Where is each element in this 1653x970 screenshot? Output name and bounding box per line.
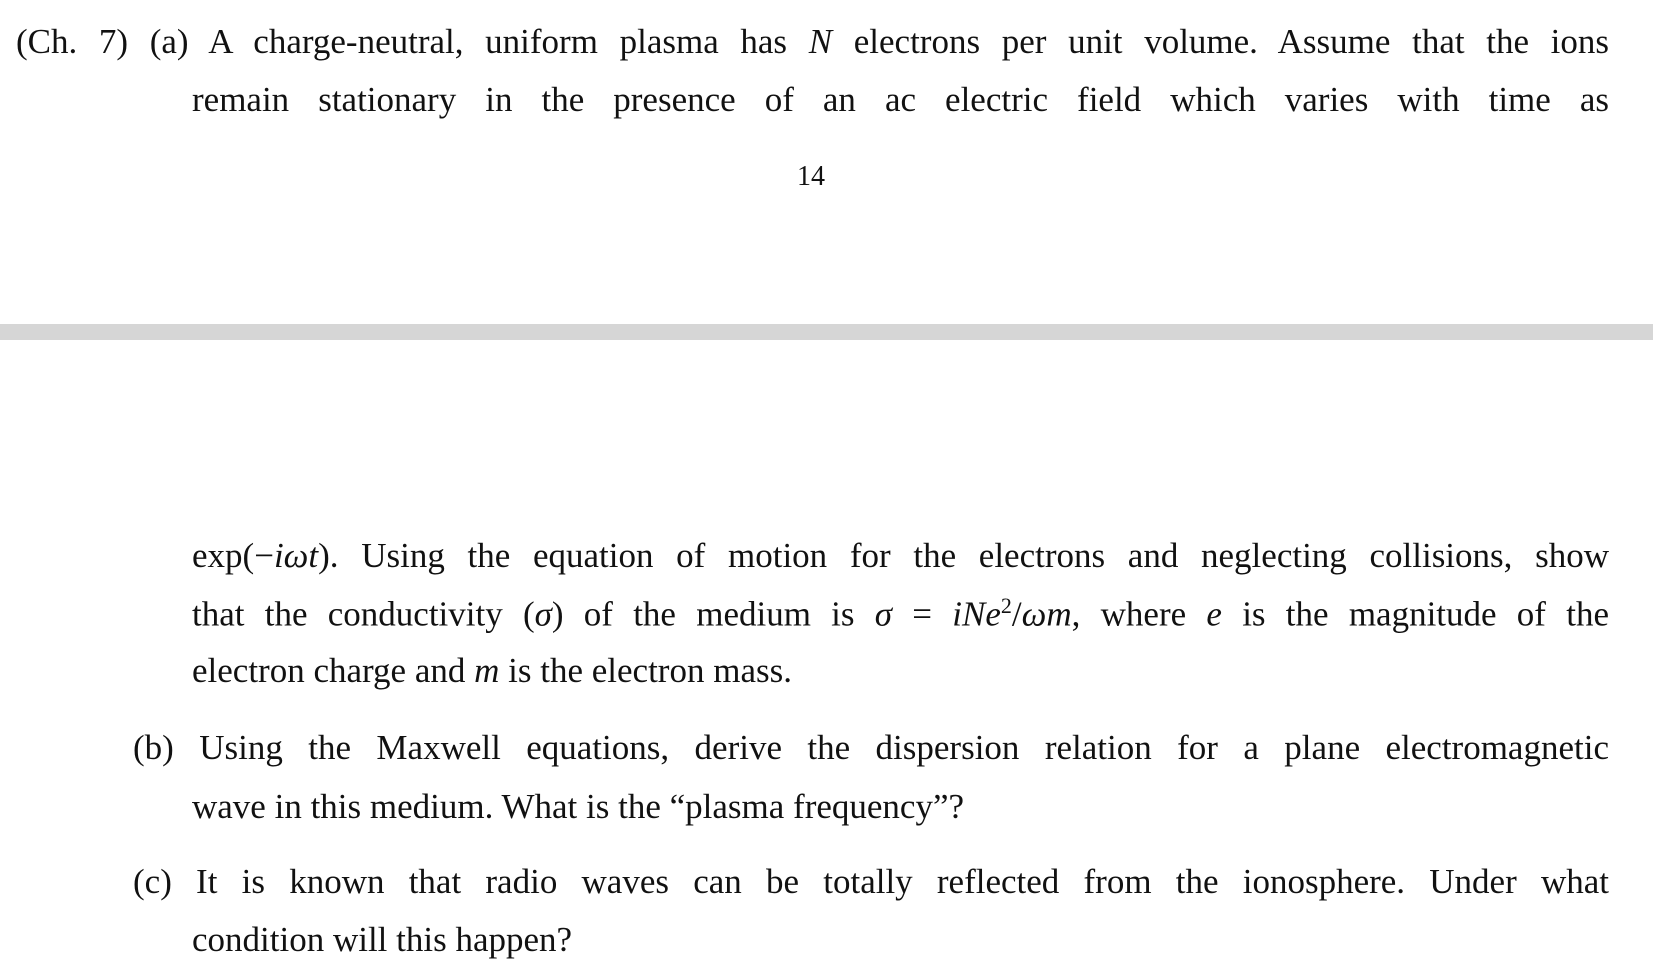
part-c-line-1: (c) It is known that radio waves can be totally reflected from the ionosphere. Under what	[133, 862, 1609, 901]
text-segment: ). Using the equation of motion for the electrons and neglecting collisions, show	[318, 536, 1609, 575]
variable-e: e	[1206, 594, 1222, 634]
formula-omega-m: ωm	[1021, 594, 1072, 634]
variable-N: N	[808, 22, 833, 61]
page-divider	[0, 324, 1653, 340]
text-segment: is the electron mass.	[499, 651, 792, 690]
part-c-line-2: condition will this happen?	[192, 920, 573, 959]
text-segment: ) of the medium is	[551, 594, 875, 634]
text-segment: (Ch. 7) (a) A charge-neutral, uniform plasma has	[16, 22, 809, 61]
part-b-line-2: wave in this medium. What is the “plasma frequency”?	[192, 787, 965, 826]
page-number: 14	[797, 161, 825, 192]
text-segment: exp(−	[192, 536, 274, 575]
symbol-sigma: σ	[534, 594, 552, 634]
part-b-line-1: (b) Using the Maxwell equations, derive the dispersion relation for a plane electromagnetic	[133, 728, 1609, 767]
question-line-1	[16, 24, 1609, 59]
formula-superscript: 2	[1000, 593, 1012, 618]
formula-slash: /	[1011, 594, 1022, 634]
text-segment: , where	[1071, 594, 1207, 634]
formula-iNe: iNe	[952, 594, 1001, 634]
part-a-line-4	[192, 595, 1609, 632]
formula-i-omega-t: iωt	[273, 536, 319, 575]
text-segment: =	[892, 594, 953, 634]
variable-m: m	[474, 651, 500, 690]
text-segment: electron charge and	[192, 651, 475, 690]
part-a-line-3	[192, 538, 1609, 573]
part-a-line-5	[192, 653, 792, 688]
text-segment: that the conductivity (	[192, 594, 535, 634]
text-segment: electrons per unit volume. Assume that the ions	[832, 22, 1609, 61]
text-segment: is the magnitude of the	[1221, 594, 1609, 634]
question-line-2: remain stationary in the presence of an ac electric field which varies with time as	[192, 80, 1609, 119]
symbol-sigma: σ	[874, 594, 893, 634]
